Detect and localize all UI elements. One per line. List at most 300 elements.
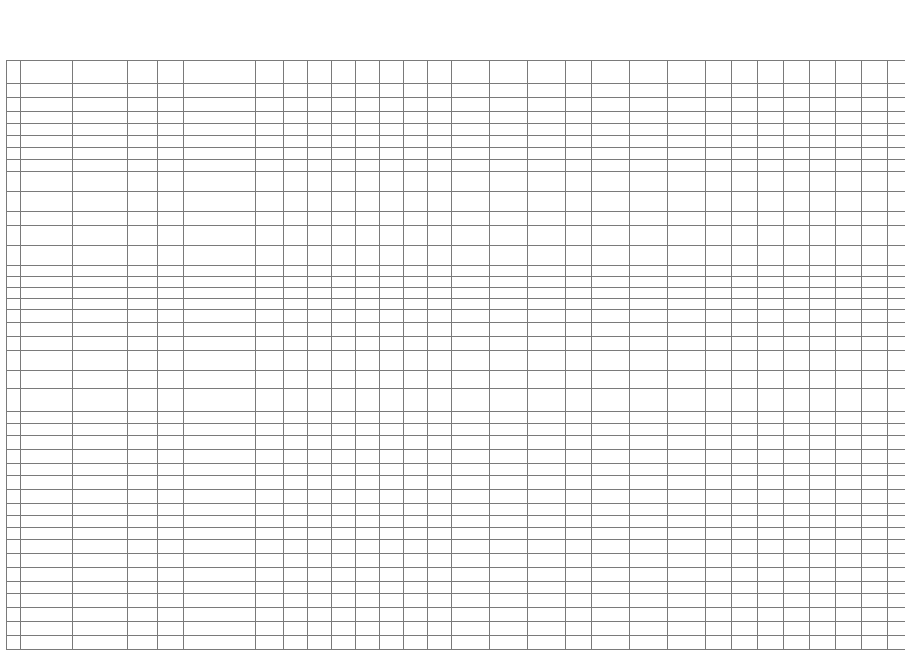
table-cell	[862, 568, 888, 582]
table-cell	[284, 84, 308, 98]
table-cell	[862, 98, 888, 112]
table-cell	[758, 136, 784, 148]
table-cell	[428, 504, 452, 516]
table-cell	[428, 124, 452, 136]
table-cell	[308, 490, 332, 504]
table-cell	[256, 608, 284, 622]
table-cell	[836, 450, 862, 464]
table-cell	[332, 528, 356, 540]
table-row	[7, 528, 905, 540]
table-cell	[128, 351, 158, 371]
table-cell	[732, 277, 758, 288]
table-cell	[566, 622, 592, 636]
table-cell	[158, 636, 184, 650]
table-cell	[528, 436, 566, 450]
table-cell	[308, 424, 332, 436]
table-cell	[784, 98, 810, 112]
table-cell	[888, 464, 905, 476]
table-cell	[528, 98, 566, 112]
table-cell	[380, 540, 404, 554]
table-cell	[284, 540, 308, 554]
table-cell	[706, 124, 732, 136]
table-cell	[758, 310, 784, 323]
table-cell	[256, 246, 284, 266]
table-cell	[452, 554, 490, 568]
table-cell	[158, 424, 184, 436]
table-cell	[836, 323, 862, 337]
table-cell	[158, 192, 184, 212]
table-cell	[7, 136, 21, 148]
table-cell	[668, 436, 706, 450]
table-cell	[668, 554, 706, 568]
table-cell	[528, 594, 566, 608]
table-cell	[356, 540, 380, 554]
table-cell	[668, 371, 706, 389]
table-cell	[73, 436, 128, 450]
table-cell	[21, 389, 73, 412]
table-cell	[356, 212, 380, 226]
table-cell	[332, 476, 356, 490]
table-cell	[706, 98, 732, 112]
table-cell	[630, 246, 668, 266]
table-cell	[332, 226, 356, 246]
table-cell	[630, 476, 668, 490]
table-cell	[862, 192, 888, 212]
table-cell	[490, 476, 528, 490]
table-cell	[862, 124, 888, 136]
table-cell	[862, 323, 888, 337]
table-cell	[452, 622, 490, 636]
table-cell	[158, 288, 184, 299]
table-cell	[428, 288, 452, 299]
table-cell	[7, 246, 21, 266]
table-cell	[490, 310, 528, 323]
table-cell	[668, 424, 706, 436]
table-cell	[404, 172, 428, 192]
table-cell	[810, 608, 836, 622]
table-cell	[308, 389, 332, 412]
table-cell	[490, 608, 528, 622]
table-cell	[888, 266, 905, 277]
table-cell	[836, 412, 862, 424]
table-cell	[490, 226, 528, 246]
table-cell	[404, 160, 428, 172]
table-cell	[7, 323, 21, 337]
table-cell	[356, 160, 380, 172]
table-cell	[158, 464, 184, 476]
table-cell	[758, 277, 784, 288]
table-cell	[566, 424, 592, 436]
table-cell	[332, 504, 356, 516]
table-cell	[490, 351, 528, 371]
column-header	[452, 61, 490, 84]
table-cell	[332, 212, 356, 226]
table-cell	[128, 450, 158, 464]
table-cell	[21, 192, 73, 212]
table-cell	[256, 464, 284, 476]
table-cell	[592, 310, 630, 323]
table-cell	[256, 554, 284, 568]
table-cell	[128, 412, 158, 424]
table-cell	[836, 212, 862, 226]
table-cell	[452, 160, 490, 172]
table-cell	[308, 226, 332, 246]
table-cell	[668, 337, 706, 351]
table-cell	[592, 464, 630, 476]
table-cell	[284, 310, 308, 323]
table-cell	[284, 608, 308, 622]
table-cell	[888, 337, 905, 351]
table-cell	[332, 192, 356, 212]
table-cell	[836, 389, 862, 412]
table-cell	[128, 310, 158, 323]
table-cell	[308, 371, 332, 389]
table-row	[7, 172, 905, 192]
table-cell	[184, 504, 256, 516]
table-cell	[566, 504, 592, 516]
table-cell	[784, 412, 810, 424]
table-cell	[184, 424, 256, 436]
table-cell	[732, 246, 758, 266]
table-cell	[862, 226, 888, 246]
table-cell	[158, 582, 184, 594]
table-cell	[732, 528, 758, 540]
table-cell	[758, 323, 784, 337]
table-cell	[528, 622, 566, 636]
table-cell	[592, 554, 630, 568]
table-cell	[158, 490, 184, 504]
table-cell	[452, 504, 490, 516]
table-cell	[184, 636, 256, 650]
table-cell	[404, 554, 428, 568]
table-cell	[732, 148, 758, 160]
table-cell	[490, 582, 528, 594]
table-cell	[158, 299, 184, 310]
table-cell	[592, 226, 630, 246]
table-cell	[128, 636, 158, 650]
table-cell	[332, 554, 356, 568]
table-cell	[380, 636, 404, 650]
table-cell	[566, 98, 592, 112]
table-cell	[836, 436, 862, 450]
table-row	[7, 568, 905, 582]
table-cell	[284, 622, 308, 636]
table-cell	[332, 608, 356, 622]
table-cell	[888, 84, 905, 98]
table-cell	[73, 464, 128, 476]
column-header	[428, 61, 452, 84]
table-cell	[7, 608, 21, 622]
table-cell	[256, 528, 284, 540]
column-header	[592, 61, 630, 84]
table-cell	[158, 554, 184, 568]
table-cell	[566, 636, 592, 650]
table-cell	[184, 148, 256, 160]
table-cell	[528, 323, 566, 337]
table-cell	[668, 299, 706, 310]
table-cell	[404, 266, 428, 277]
table-cell	[810, 490, 836, 504]
table-cell	[528, 582, 566, 594]
table-cell	[428, 277, 452, 288]
table-cell	[184, 540, 256, 554]
table-cell	[490, 622, 528, 636]
table-cell	[706, 148, 732, 160]
table-cell	[256, 112, 284, 124]
table-cell	[630, 371, 668, 389]
table-cell	[810, 540, 836, 554]
table-cell	[810, 582, 836, 594]
table-cell	[784, 226, 810, 246]
table-cell	[566, 464, 592, 476]
table-row	[7, 136, 905, 148]
table-cell	[630, 277, 668, 288]
table-cell	[706, 594, 732, 608]
table-cell	[128, 212, 158, 226]
table-cell	[732, 371, 758, 389]
table-cell	[836, 160, 862, 172]
table-cell	[810, 371, 836, 389]
table-cell	[21, 450, 73, 464]
table-cell	[706, 266, 732, 277]
table-cell	[630, 436, 668, 450]
table-cell	[592, 516, 630, 528]
table-cell	[184, 299, 256, 310]
table-cell	[308, 464, 332, 476]
table-cell	[528, 371, 566, 389]
table-cell	[732, 98, 758, 112]
table-cell	[356, 450, 380, 464]
table-cell	[566, 540, 592, 554]
table-cell	[452, 568, 490, 582]
table-cell	[758, 412, 784, 424]
table-cell	[452, 246, 490, 266]
table-cell	[668, 476, 706, 490]
table-cell	[862, 148, 888, 160]
table-cell	[836, 172, 862, 192]
table-cell	[128, 424, 158, 436]
table-cell	[630, 568, 668, 582]
table-cell	[184, 288, 256, 299]
table-cell	[810, 98, 836, 112]
table-cell	[528, 288, 566, 299]
table-cell	[332, 310, 356, 323]
table-cell	[784, 450, 810, 464]
table-cell	[836, 124, 862, 136]
table-cell	[308, 450, 332, 464]
table-cell	[184, 84, 256, 98]
table-cell	[7, 310, 21, 323]
table-row	[7, 424, 905, 436]
table-cell	[630, 554, 668, 568]
table-cell	[158, 112, 184, 124]
table-cell	[158, 528, 184, 540]
table-cell	[732, 226, 758, 246]
table-cell	[356, 412, 380, 424]
table-cell	[490, 540, 528, 554]
table-cell	[184, 594, 256, 608]
table-cell	[784, 148, 810, 160]
table-cell	[308, 436, 332, 450]
table-cell	[356, 266, 380, 277]
table-cell	[706, 568, 732, 582]
table-cell	[332, 516, 356, 528]
table-cell	[592, 568, 630, 582]
table-cell	[862, 112, 888, 124]
table-cell	[21, 540, 73, 554]
table-cell	[184, 323, 256, 337]
table-cell	[630, 528, 668, 540]
table-cell	[836, 112, 862, 124]
table-cell	[630, 412, 668, 424]
table-cell	[428, 192, 452, 212]
table-cell	[128, 504, 158, 516]
table-cell	[256, 516, 284, 528]
table-cell	[630, 351, 668, 371]
table-cell	[158, 436, 184, 450]
table-cell	[490, 464, 528, 476]
table-cell	[758, 98, 784, 112]
table-cell	[356, 98, 380, 112]
table-cell	[668, 310, 706, 323]
table-cell	[668, 490, 706, 504]
table-cell	[810, 84, 836, 98]
table-cell	[888, 504, 905, 516]
table-cell	[308, 136, 332, 148]
table-cell	[404, 148, 428, 160]
table-cell	[256, 540, 284, 554]
table-cell	[308, 351, 332, 371]
table-cell	[784, 136, 810, 148]
table-cell	[256, 148, 284, 160]
table-cell	[888, 582, 905, 594]
table-cell	[184, 371, 256, 389]
table-cell	[380, 608, 404, 622]
table-cell	[452, 476, 490, 490]
table-cell	[308, 84, 332, 98]
table-cell	[428, 266, 452, 277]
table-cell	[810, 450, 836, 464]
table-row	[7, 277, 905, 288]
table-cell	[784, 568, 810, 582]
table-cell	[566, 528, 592, 540]
table-cell	[528, 148, 566, 160]
table-cell	[758, 337, 784, 351]
table-cell	[184, 112, 256, 124]
table-cell	[490, 136, 528, 148]
table-cell	[184, 516, 256, 528]
table-cell	[256, 582, 284, 594]
table-cell	[862, 389, 888, 412]
table-cell	[256, 351, 284, 371]
table-cell	[630, 172, 668, 192]
table-cell	[452, 540, 490, 554]
table-cell	[184, 226, 256, 246]
table-cell	[428, 582, 452, 594]
table-cell	[128, 528, 158, 540]
table-cell	[256, 424, 284, 436]
table-cell	[732, 124, 758, 136]
column-header	[356, 61, 380, 84]
table-cell	[332, 277, 356, 288]
table-cell	[284, 582, 308, 594]
table-cell	[7, 148, 21, 160]
table-cell	[332, 568, 356, 582]
table-cell	[308, 337, 332, 351]
table-cell	[284, 490, 308, 504]
table-cell	[810, 594, 836, 608]
table-cell	[668, 351, 706, 371]
table-cell	[73, 371, 128, 389]
table-row	[7, 622, 905, 636]
table-cell	[706, 351, 732, 371]
table-cell	[308, 412, 332, 424]
table-cell	[356, 351, 380, 371]
table-cell	[308, 582, 332, 594]
table-cell	[706, 310, 732, 323]
table-cell	[404, 540, 428, 554]
table-cell	[428, 636, 452, 650]
table-cell	[668, 212, 706, 226]
table-cell	[566, 476, 592, 490]
table-cell	[7, 288, 21, 299]
table-cell	[128, 148, 158, 160]
table-cell	[888, 148, 905, 160]
table-cell	[284, 299, 308, 310]
table-cell	[452, 192, 490, 212]
table-cell	[630, 450, 668, 464]
table-cell	[128, 540, 158, 554]
table-cell	[256, 277, 284, 288]
table-cell	[732, 389, 758, 412]
table-cell	[452, 464, 490, 476]
table-cell	[380, 389, 404, 412]
table-cell	[404, 323, 428, 337]
table-cell	[380, 192, 404, 212]
table-cell	[836, 622, 862, 636]
table-cell	[256, 323, 284, 337]
table-cell	[308, 172, 332, 192]
table-cell	[332, 412, 356, 424]
table-cell	[862, 160, 888, 172]
table-cell	[732, 582, 758, 594]
table-cell	[836, 192, 862, 212]
column-header	[21, 61, 73, 84]
table-cell	[528, 172, 566, 192]
table-cell	[404, 464, 428, 476]
table-cell	[566, 568, 592, 582]
table-cell	[592, 608, 630, 622]
table-cell	[356, 424, 380, 436]
table-cell	[21, 246, 73, 266]
table-cell	[21, 464, 73, 476]
table-cell	[528, 450, 566, 464]
table-cell	[888, 476, 905, 490]
table-cell	[356, 476, 380, 490]
table-cell	[668, 172, 706, 192]
table-cell	[528, 608, 566, 622]
table-cell	[284, 148, 308, 160]
table-cell	[758, 226, 784, 246]
table-cell	[784, 212, 810, 226]
table-cell	[184, 476, 256, 490]
table-cell	[528, 112, 566, 124]
table-cell	[158, 172, 184, 192]
table-cell	[256, 450, 284, 464]
table-cell	[332, 464, 356, 476]
table-cell	[158, 84, 184, 98]
column-header	[888, 61, 905, 84]
